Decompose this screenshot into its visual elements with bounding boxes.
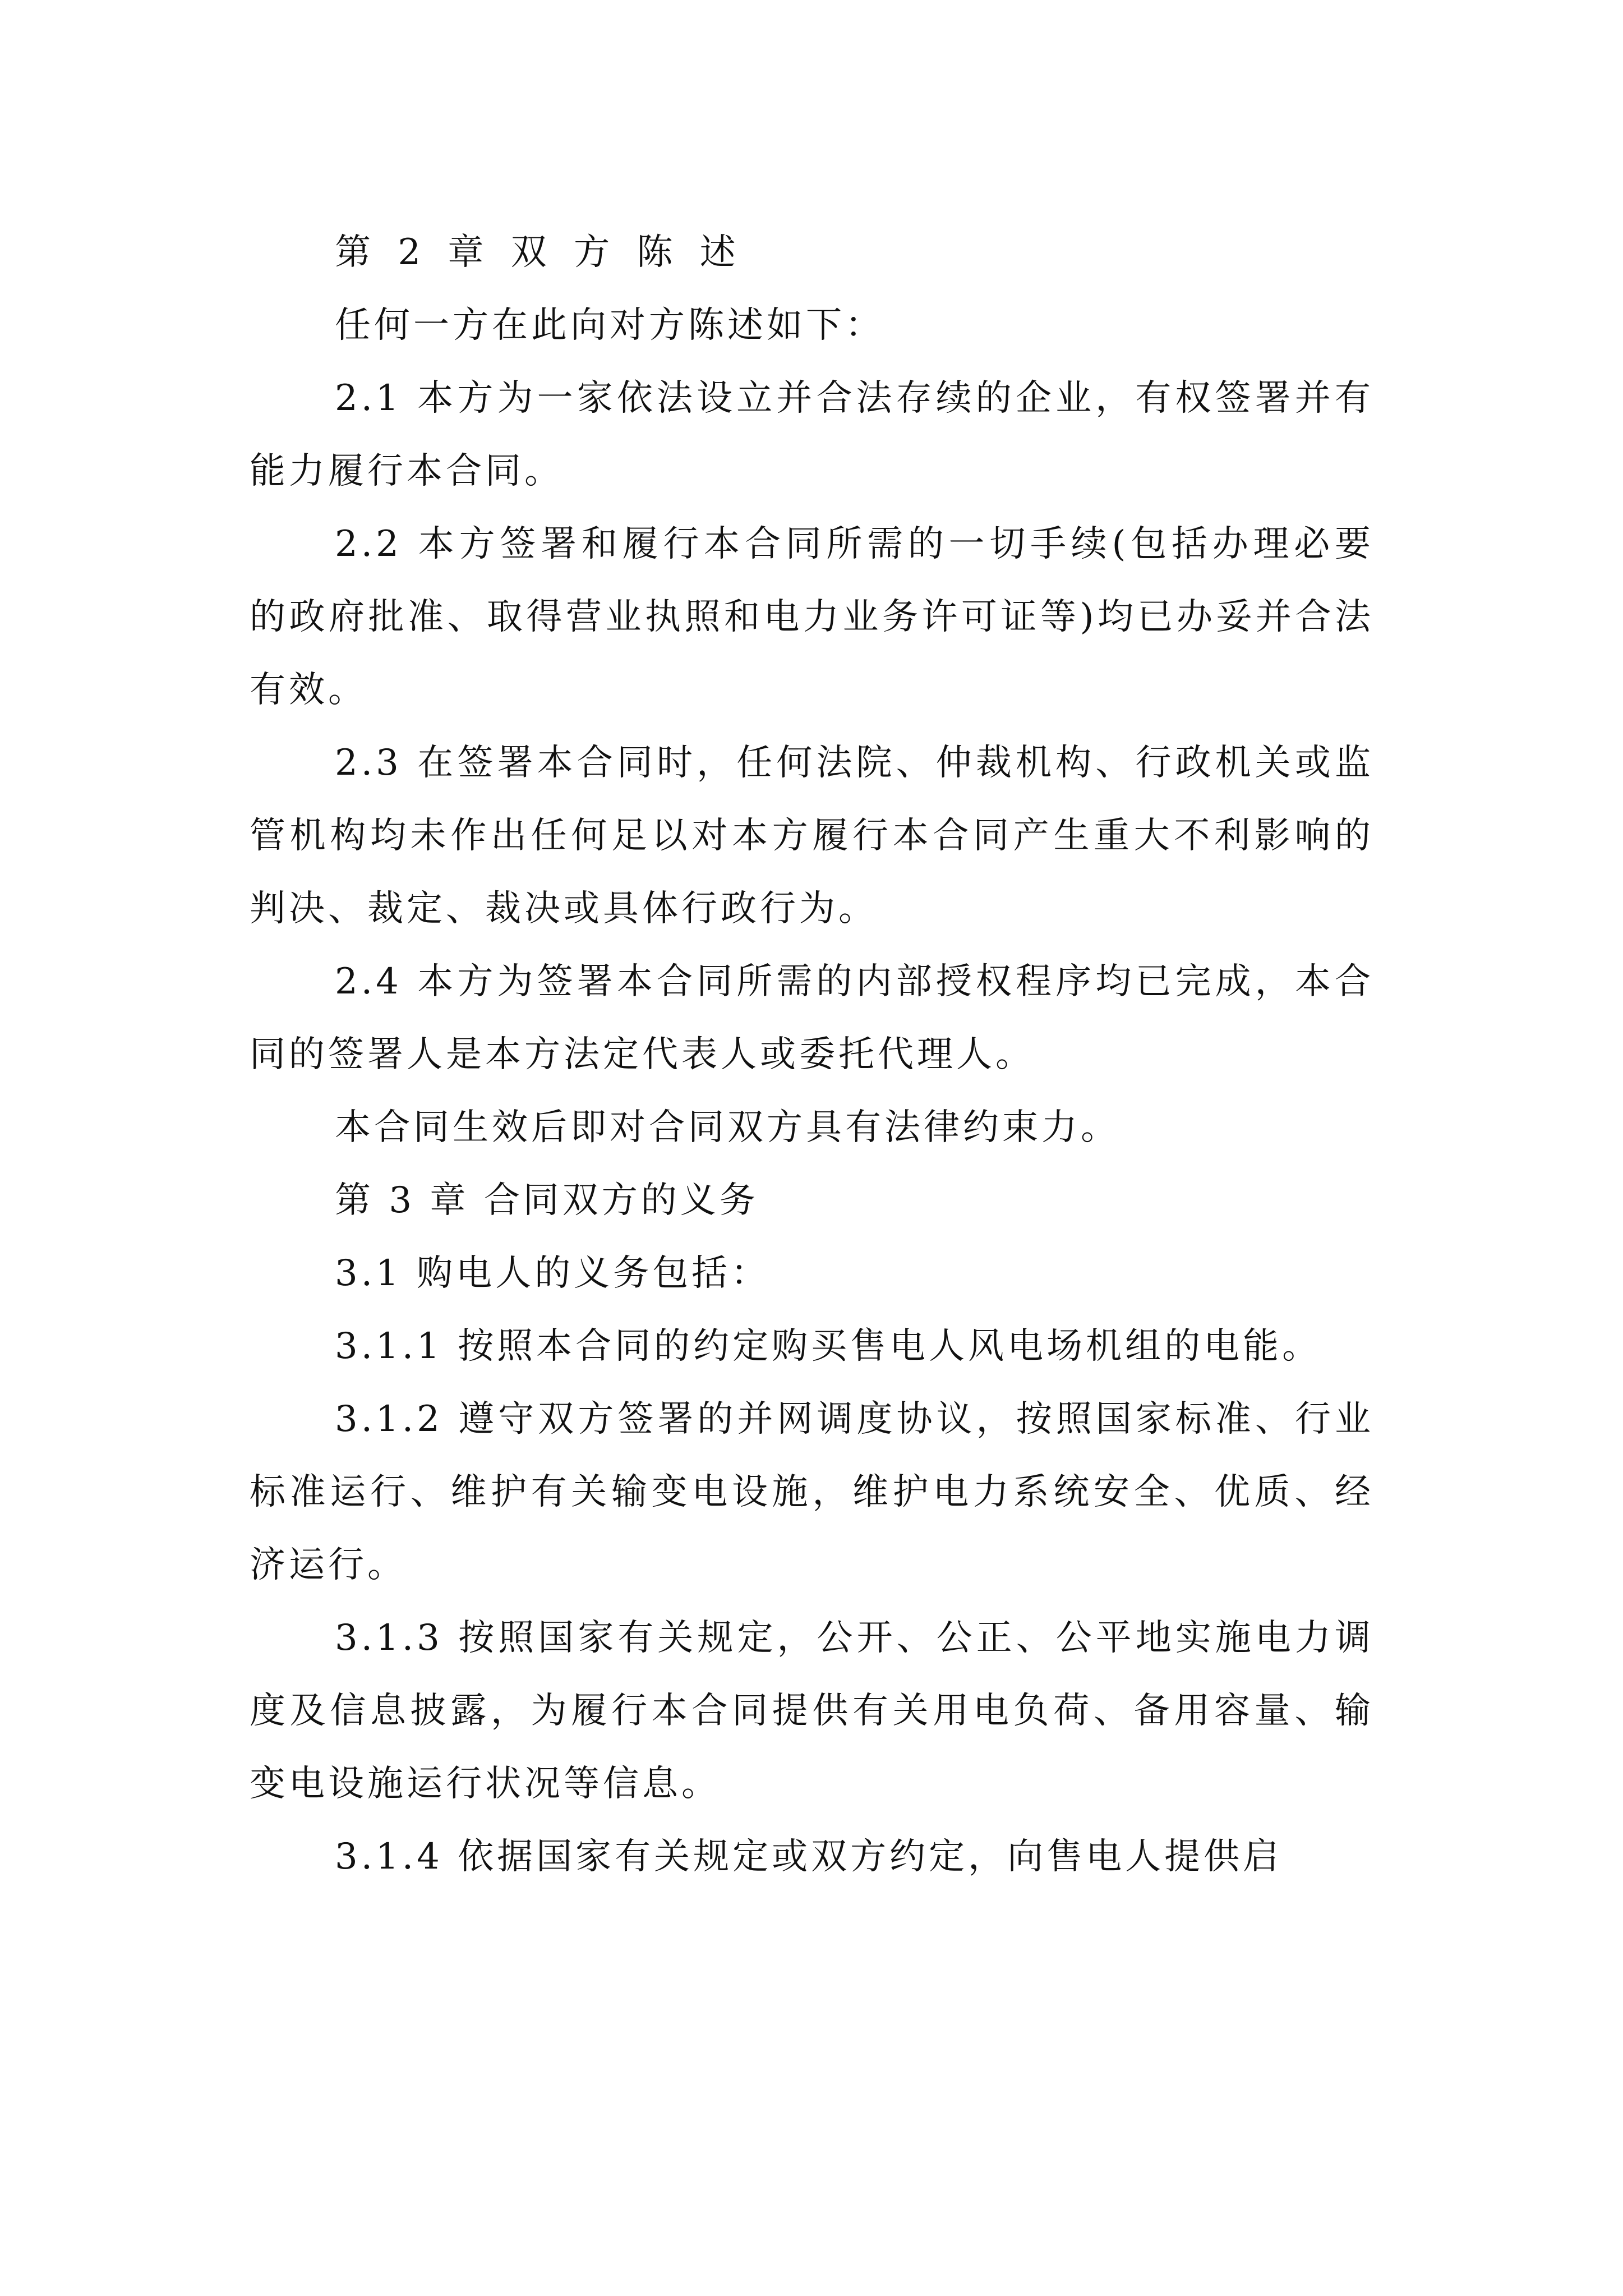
clause-3-1-4: 3.1.4 依据国家有关规定或双方约定，向售电人提供启 xyxy=(335,1836,1283,1878)
clause-3-1-3: 3.1.3 按照国家有关规定，公开、公正、公平地实施电力调度及信息披露，为履行本合同提供有关用电负荷、备用容量、输变电设施运行状况等信息。 xyxy=(250,1617,1374,1805)
clause-2-3: 2.3 在签署本合同时，任何法院、仲裁机构、行政机关或监管机构均未作出任何足以对本方履行本合同产生重大不利影响的判决、裁定、裁决或具体行政行为。 xyxy=(250,742,1374,930)
paragraph-intro: 任何一方在此向对方陈述如下： xyxy=(335,305,884,346)
clause-2-4: 2.4 本方为签署本合同所需的内部授权程序均已完成，本合同的签署人是本方法定代表人或委托代理人。 xyxy=(250,961,1374,1075)
clause-2-2: 2.2 本方签署和履行本合同所需的一切手续(包括办理必要的政府批准、取得营业执照和电力业务许可证等)均已办妥并合法有效。 xyxy=(250,523,1374,711)
clause-3-1-2: 3.1.2 遵守双方签署的并网调度协议，按照国家标准、行业标准运行、维护有关输变电设施，维护电力系统安全、优质、经济运行。 xyxy=(250,1398,1374,1586)
chapter-2-heading: 第 2 章 双 方 陈 述 xyxy=(335,232,744,273)
paragraph-binding-force: 本合同生效后即对合同双方具有法律约束力。 xyxy=(335,1107,1120,1148)
document-body xyxy=(250,216,1374,1893)
clause-3-1: 3.1 购电人的义务包括： xyxy=(335,1253,771,1294)
chapter-3-heading: 第 3 章 合同双方的义务 xyxy=(335,1180,759,1221)
clause-3-1-1: 3.1.1 按照本合同的约定购买售电人风电场机组的电能。 xyxy=(335,1326,1322,1367)
clause-2-1: 2.1 本方为一家依法设立并合法存续的企业，有权签署并有能力履行本合同。 xyxy=(250,378,1374,492)
